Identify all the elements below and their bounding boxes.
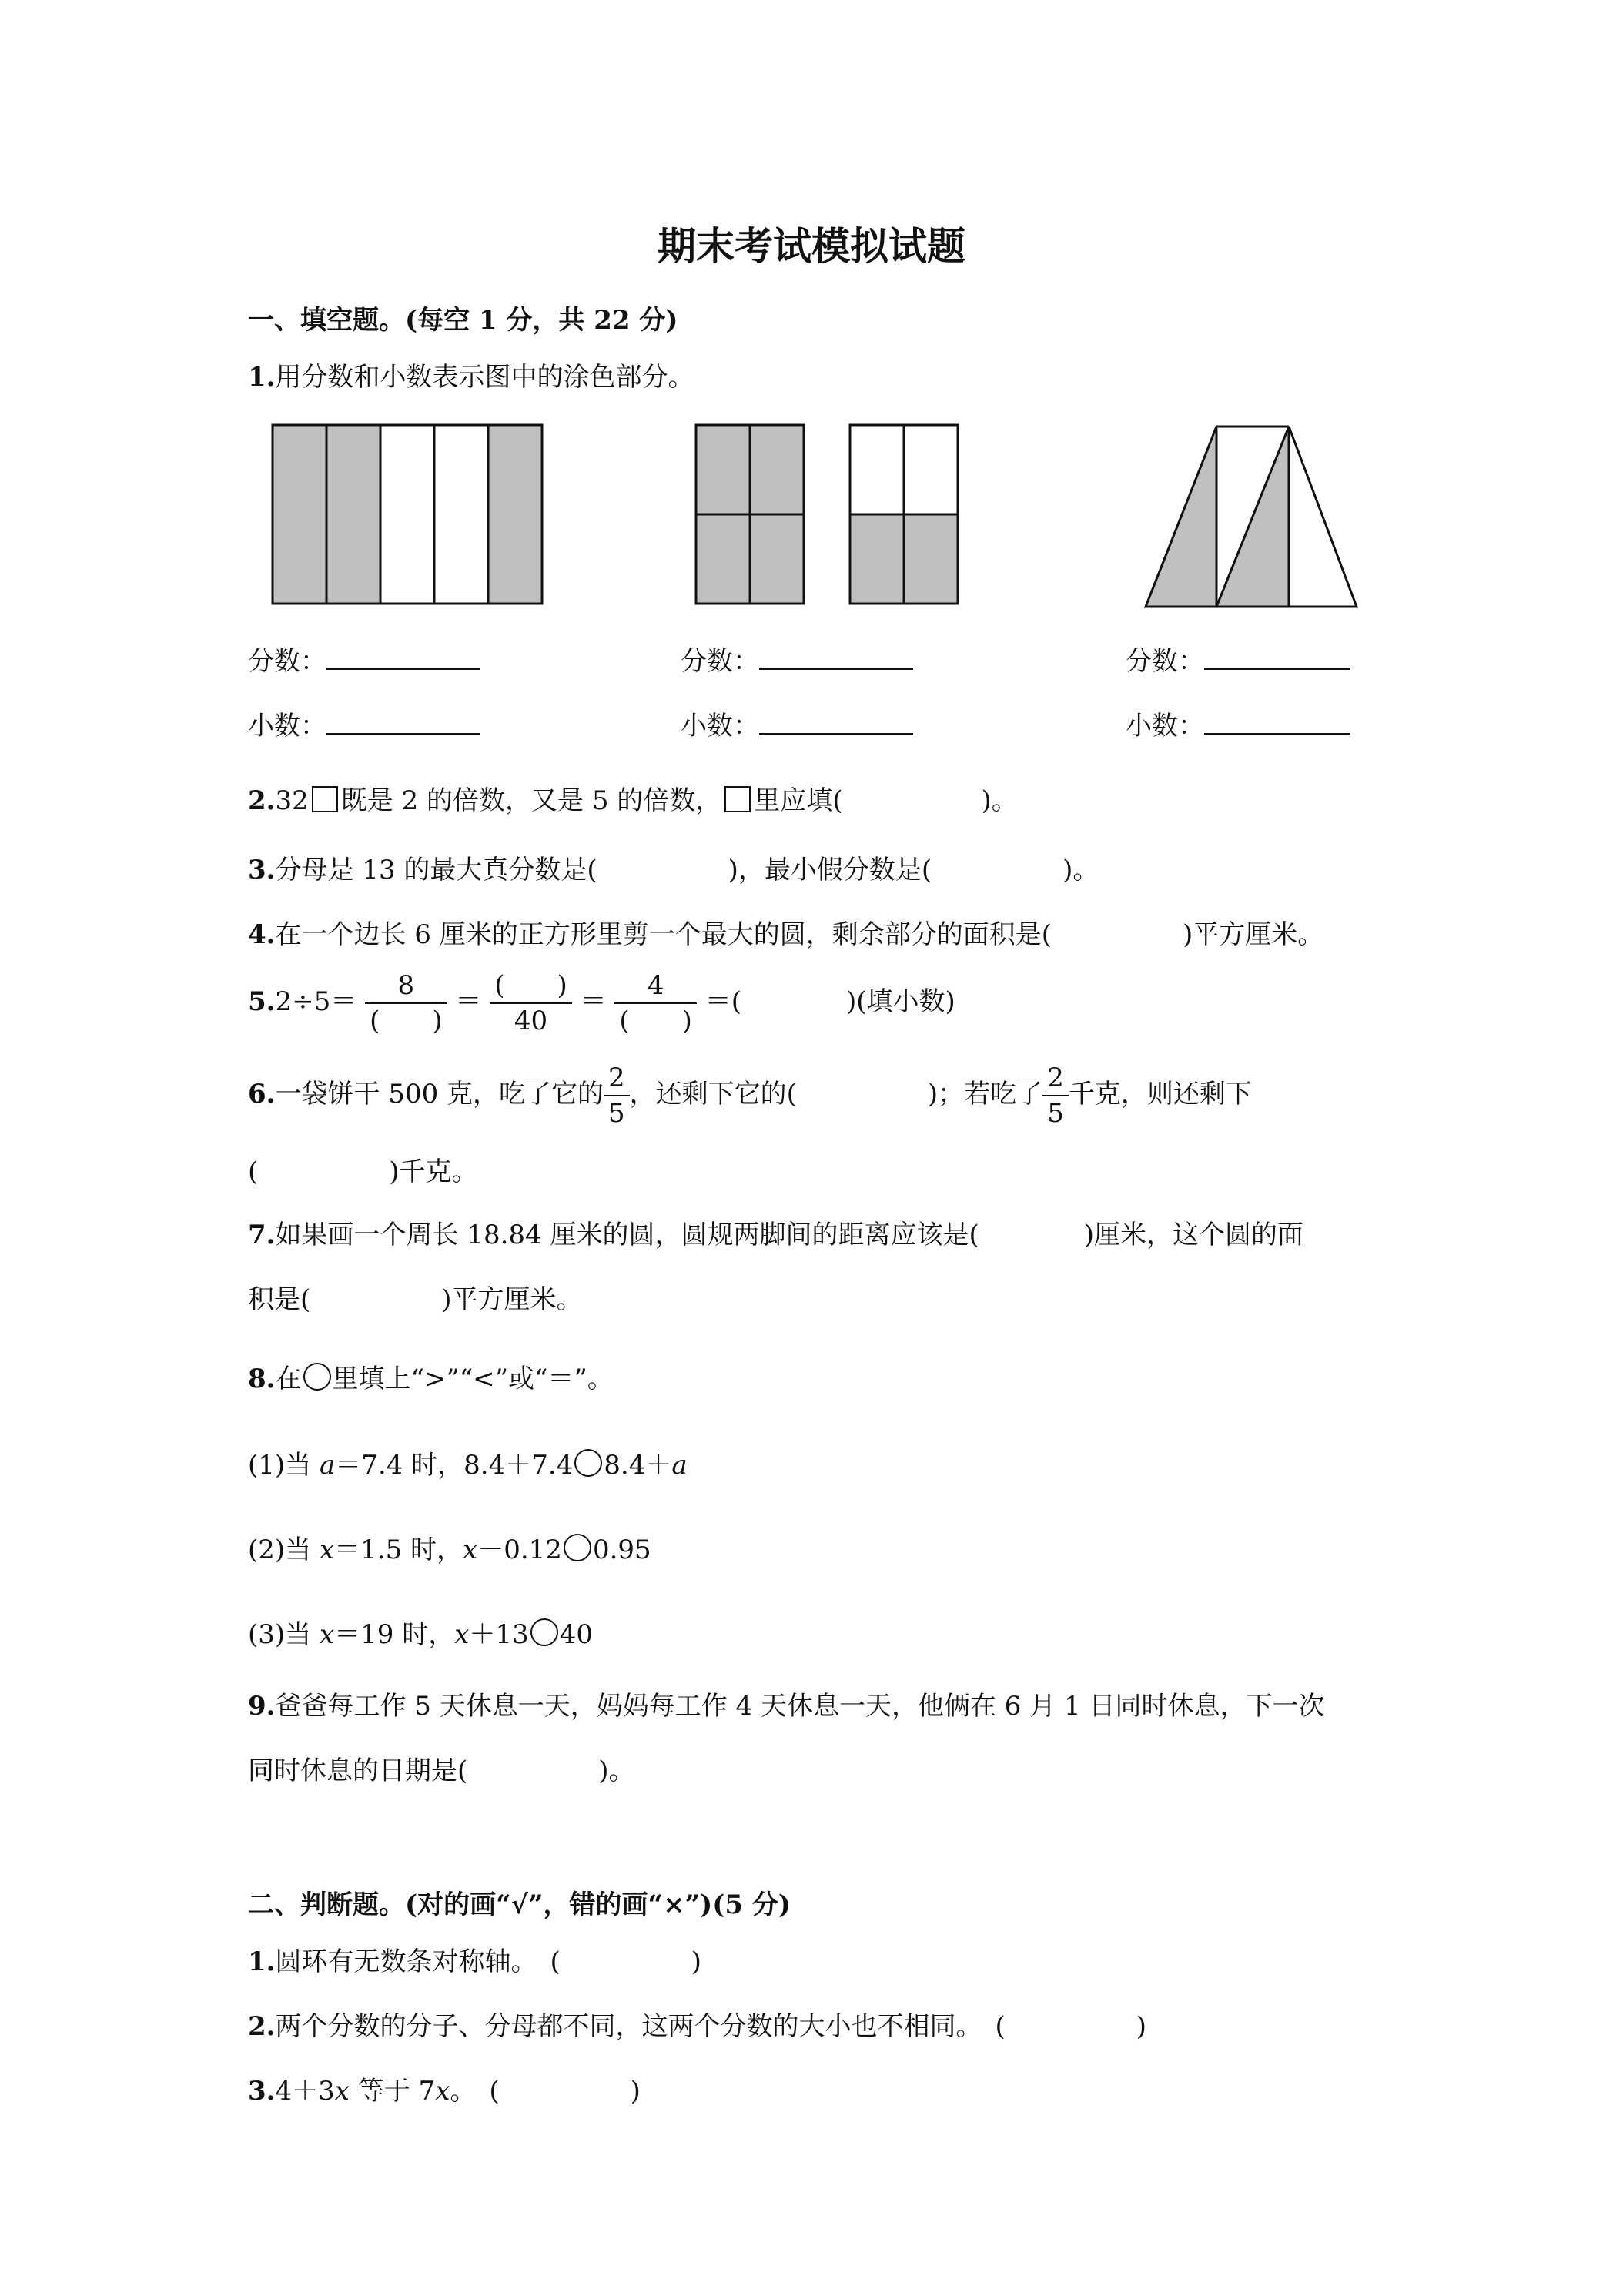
q6-fraction-1: $\frac{2}{5}$ (604, 1061, 630, 1130)
page-title: 期末考试模拟试题 (658, 223, 965, 269)
q5-fraction-2: $\frac{( )}{40}$ (490, 969, 572, 1038)
answer-blank[interactable] (326, 642, 480, 670)
strip-2 (326, 425, 380, 604)
q6-line2: ( )千克。 (248, 1156, 478, 1187)
q2: 2.32 既是 2 的倍数，又是 5 的倍数， 里应填( )。 (248, 785, 1018, 816)
fig3-decimal-answer: 小数： (1126, 707, 1350, 741)
strip-3 (380, 425, 434, 604)
circle-blank[interactable] (564, 1534, 591, 1561)
section2-heading: 二、判断题。(对的画“√”，错的画“×”)(5 分) (248, 1889, 791, 1920)
q5-fraction-3: $\frac{4}{( )}$ (614, 969, 697, 1038)
fig2-fraction-answer: 分数： (681, 642, 913, 677)
q4: 4.在一个边长 6 厘米的正方形里剪一个最大的圆，剩余部分的面积是( )平方厘米。 (248, 919, 1324, 950)
square-box (724, 786, 751, 812)
fig2-decimal-answer: 小数： (681, 707, 913, 741)
s2-q2: 2.两个分数的分子、分母都不同，这两个分数的大小也不相同。 ( ) (248, 2011, 1147, 2042)
q3: 3.分母是 13 的最大真分数是( )，最小假分数是( )。 (248, 855, 1099, 885)
q8-sub1: (1)当 a＝7.4 时，8.4＋7.4 8.4＋a (248, 1450, 688, 1481)
circle-blank (303, 1363, 331, 1391)
s2-q1: 1.圆环有无数条对称轴。 ( ) (248, 1946, 702, 1977)
figure-1-strips (269, 422, 547, 607)
q7-line2: 积是( )平方厘米。 (248, 1284, 583, 1315)
q9: 9.爸爸每工作 5 天休息一天，妈妈每工作 4 天休息一天，他俩在 6 月 1 日同时休息，下一次 (248, 1691, 1325, 1722)
section1-heading: 一、填空题。(每空 1 分，共 22 分) (248, 305, 678, 336)
circle-blank[interactable] (574, 1449, 602, 1477)
fig1-fraction-answer: 分数： (248, 642, 480, 677)
strip-1 (273, 425, 326, 604)
figure-2b-grid (847, 422, 962, 607)
q8-sub2: (2)当 x＝1.5 时，x－0.12 0.95 (248, 1535, 651, 1565)
figure-2a-grid (693, 422, 808, 607)
q9-line2: 同时休息的日期是( )。 (248, 1755, 635, 1786)
q6-fraction-2: $\frac{2}{5}$ (1042, 1061, 1069, 1130)
s2-q3: 3.4＋3x 等于 7x。 ( ) (248, 2076, 641, 2107)
q1-number: 1. (248, 362, 276, 393)
answer-blank[interactable] (759, 707, 913, 735)
q5: 5.2÷5＝ $\frac{8}{( )}$ ＝ $\frac{( )}{40}$ ＝ $\frac{4}{( )}$ ＝( )(填小数) (248, 970, 955, 1036)
fig1-decimal-answer: 小数： (248, 707, 480, 741)
q1-text: 用分数和小数表示图中的涂色部分。 (275, 362, 694, 393)
fig3-fraction-answer: 分数： (1126, 642, 1350, 677)
strip-4 (434, 425, 488, 604)
figure-3-triangles (1139, 422, 1363, 611)
q5-fraction-1: $\frac{8}{( )}$ (365, 969, 447, 1038)
q8: 8.在 里填上“>”“<”或“＝”。 (248, 1364, 614, 1394)
circle-blank[interactable] (530, 1618, 558, 1646)
answer-blank[interactable] (1204, 642, 1350, 670)
square-box (312, 786, 338, 812)
answer-blank[interactable] (759, 642, 913, 670)
strip-5 (488, 425, 542, 604)
q8-sub3: (3)当 x＝19 时，x＋13 40 (248, 1619, 593, 1650)
answer-blank[interactable] (1204, 707, 1350, 735)
q6: 6.一袋饼干 500 克，吃了它的 $\frac{2}{5}$ ，还剩下它的( )；若吃了 $\frac{2}{5}$ 千克，则还剩下 (248, 1063, 1252, 1129)
q7: 7.如果画一个周长 18.84 厘米的圆，圆规两脚间的距离应该是( )厘米，这个圆的面 (248, 1220, 1303, 1250)
answer-blank[interactable] (326, 707, 480, 735)
q1 (248, 362, 694, 393)
